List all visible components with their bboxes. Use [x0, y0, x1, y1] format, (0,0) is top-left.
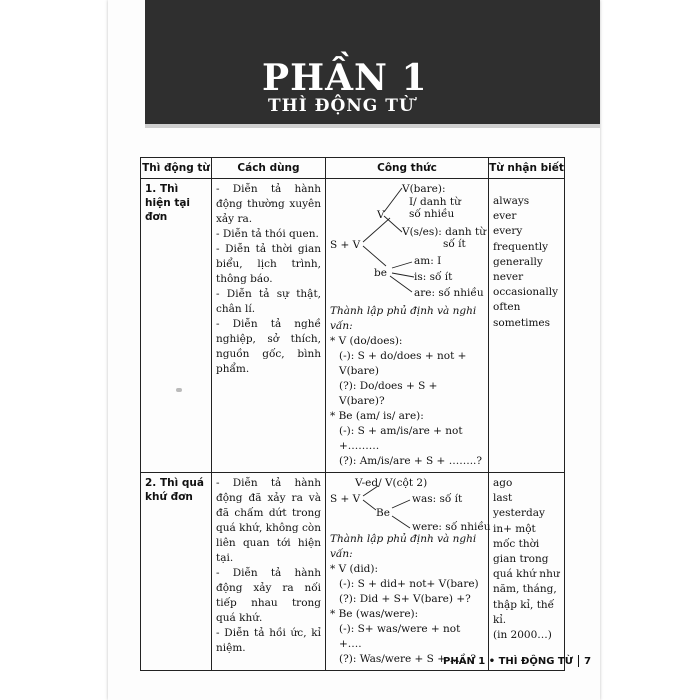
usage-item: - Diễn tả sự thật, chân lí.	[216, 288, 321, 315]
formula-line: * V (do/does):	[330, 335, 403, 347]
signal-word: ago	[493, 477, 513, 489]
usage-item: - Diễn tả hành động xảy ra nối tiếp nhau trong quá khứ.	[216, 567, 321, 624]
formula-root: S + V	[330, 493, 361, 505]
signal-word: never	[493, 271, 524, 284]
formula-be: be	[374, 267, 387, 279]
formula-v-ses-cond: số ít	[443, 238, 466, 250]
formula-line: (?): Did + S+ V(bare) +?	[339, 593, 471, 605]
usage-item: - Diễn tả nghề nghiệp, sở thích, nguồn gốc, bình phẩm.	[216, 318, 321, 375]
formula-line: (?): Was/were + S + ……?	[339, 653, 476, 665]
part-title: PHẦN 1	[262, 57, 428, 99]
formula-diagram	[330, 476, 491, 533]
formula-line: * Be (was/were):	[330, 608, 419, 620]
header-signals: Từ nhận biết	[489, 158, 565, 179]
signal-word: ever	[493, 210, 517, 223]
table-header-row	[141, 158, 565, 179]
signal-word: in+ một mốc thời gian trong quá khứ như năm, tháng, thập kỉ, thế kỉ.	[493, 522, 560, 626]
page-footer	[443, 655, 591, 667]
formula-note: Thành lập phủ định và nghi vấn:	[330, 305, 477, 332]
tense-name: 2. Thì quá khứ đơn	[141, 473, 212, 671]
signal-word: sometimes	[493, 316, 551, 329]
signal-word: every	[493, 225, 523, 238]
formula-was: was: số ít	[412, 493, 463, 505]
signal-word: often	[493, 301, 521, 314]
formula-line: (-): S + am/is/are + not +………	[339, 425, 463, 452]
table-row	[141, 473, 565, 671]
usage-cell	[212, 179, 326, 473]
formula-line: (?): Am/is/are + S + ……..?	[339, 455, 482, 467]
formula-v-bare-cond2: số nhiều	[409, 208, 455, 220]
formula-line: * Be (am/ is/ are):	[330, 410, 424, 422]
header-formula: Công thức	[326, 158, 489, 179]
signal-word: always	[493, 195, 530, 207]
signal-word: yesterday	[493, 507, 545, 520]
usage-item: - Diễn tả thời gian biểu, lịch trình, thông báo.	[216, 243, 321, 285]
formula-v-ses: V(s/es): danh từ	[402, 226, 487, 238]
usage-cell	[212, 473, 326, 671]
usage-item: - Diễn tả hồi ức, kỉ niệm.	[216, 627, 321, 654]
formula-root: S + V	[330, 239, 361, 251]
table-row	[141, 179, 565, 473]
formula-is: is: số ít	[414, 271, 453, 283]
formula-note: Thành lập phủ định và nghi vấn:	[330, 533, 477, 560]
usage-item: - Diễn tả hành động đã xảy ra và đã chấm dứt trong quá khứ, không còn liên quan tới hiện tại.	[216, 477, 321, 564]
formula-were: were: số nhiều	[412, 521, 491, 533]
formula-line: * V (did):	[330, 563, 379, 575]
banner-rule	[145, 124, 600, 128]
formula-v-ed: V-ed/ V(cột 2)	[355, 477, 428, 489]
formula-v-bare: V(bare):	[402, 183, 446, 195]
tense-name: 1. Thì hiện tại đơn	[141, 179, 212, 473]
tense-table	[140, 157, 565, 671]
formula-v-bare-cond: I/ danh từ	[409, 196, 461, 208]
usage-item: - Diễn tả hành động thường xuyên xảy ra.	[216, 183, 321, 225]
formula-line: (-): S + did+ not+ V(bare)	[339, 578, 479, 590]
formula-cell	[326, 473, 489, 671]
signal-word: last	[493, 492, 513, 505]
footer-running-title: PHẦN 1 • THÌ ĐỘNG TỪ	[443, 655, 574, 667]
formula-diagram	[330, 182, 487, 304]
formula-line: (?): Do/does + S + V(bare)?	[339, 380, 438, 407]
formula-line: (-): S+ was/were + not +….	[339, 623, 461, 650]
header-tense: Thì động từ	[141, 158, 212, 179]
header-usage: Cách dùng	[212, 158, 326, 179]
page-number: 7	[584, 655, 592, 667]
formula-be: Be	[376, 507, 390, 519]
formula-line: (-): S + do/does + not + V(bare)	[339, 350, 467, 377]
signal-word: frequently	[493, 240, 549, 253]
formula-am: am: I	[414, 255, 442, 267]
formula-are: are: số nhiều	[414, 287, 484, 299]
signal-cell	[489, 473, 565, 671]
usage-item: - Diễn tả thói quen.	[216, 228, 319, 240]
signal-word: occasionally	[493, 286, 559, 299]
signal-word: generally	[493, 255, 543, 268]
footer-separator	[578, 655, 579, 667]
formula-cell	[326, 179, 489, 473]
signal-cell	[489, 179, 565, 473]
formula-v: V	[377, 209, 385, 221]
part-subtitle: THÌ ĐỘNG TỪ	[268, 96, 415, 116]
signal-word: (in 2000…)	[493, 629, 552, 642]
